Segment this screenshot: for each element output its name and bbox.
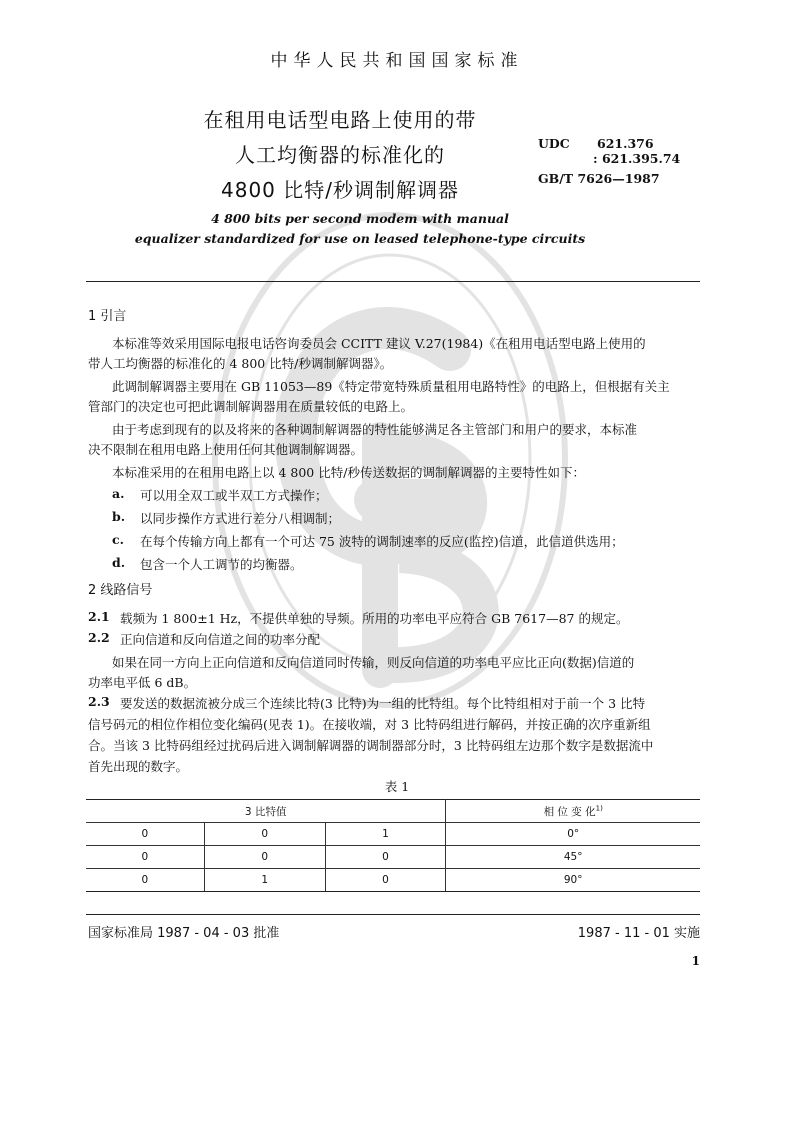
header-3-bit-values: 3 比特值 xyxy=(86,800,446,823)
bit-cell: 0 xyxy=(325,846,446,869)
header-phase-change-label: 相 位 变 化 xyxy=(543,805,596,818)
intro-para-2-line-1: 此调制解调器主要用在 GB 11053—89《特定带宽特殊质量租用电路特性》的电路上，但根据有关主 xyxy=(112,379,670,394)
page-number: 1 xyxy=(691,954,700,968)
list-marker-d: d. xyxy=(112,555,126,570)
bit-cell: 0 xyxy=(86,846,204,869)
clause-2-3-number: 2.3 xyxy=(88,694,110,709)
phase-cell: 45° xyxy=(446,846,700,869)
phase-cell: 90° xyxy=(446,869,700,892)
udc-label: UDC xyxy=(538,136,570,151)
list-marker-b: b. xyxy=(112,509,126,524)
section-1-heading: 1 引言 xyxy=(88,309,127,324)
udc-code-1: 621.376 xyxy=(597,136,654,151)
bit-cell: 0 xyxy=(204,823,325,846)
bit-cell: 0 xyxy=(86,823,204,846)
title-line-3: 4800 比特/秒调制解调器 xyxy=(221,178,459,202)
issuing-authority: 中华人民共和国国家标准 xyxy=(270,51,524,71)
clause-2-3-line-2: 信号码元的相位作相位变化编码(见表 1)。在接收端，对 3 比特码组进行解码，并按正确的次序重新组 xyxy=(88,717,651,732)
clause-2-3-line-4: 首先出现的数字。 xyxy=(88,759,189,774)
phase-change-table xyxy=(86,799,700,892)
intro-para-1-line-2: 带人工均衡器的标准化的 4 800 比特/秒调制解调器》。 xyxy=(88,356,393,371)
list-item-c: 在每个传输方向上都有一个可达 75 波特的调制速率的反应(监控)信道，此信道供选用； xyxy=(140,534,624,549)
list-marker-a: a. xyxy=(112,486,125,501)
header-divider xyxy=(86,281,700,282)
clause-2-2-title: 正向信道和反向信道之间的功率分配 xyxy=(120,632,321,647)
intro-para-3-line-2: 决不限制在租用电路上使用任何其他调制解调器。 xyxy=(88,442,364,457)
list-item-d: 包含一个人工调节的均衡器。 xyxy=(140,557,303,572)
intro-para-3-line-1: 由于考虑到现有的以及将来的各种调制解调器的特性能够满足各主管部门和用户的要求，本标准 xyxy=(112,422,638,437)
list-item-a: 可以用全双工或半双工方式操作； xyxy=(140,488,328,503)
table-row xyxy=(86,823,700,846)
table-header-row xyxy=(86,800,700,823)
table-row xyxy=(86,846,700,869)
phase-cell: 0° xyxy=(446,823,700,846)
clause-2-2-para-line-2: 功率电平低 6 dB。 xyxy=(88,675,197,690)
bit-cell: 0 xyxy=(325,869,446,892)
intro-para-2-line-2: 管部门的决定也可把此调制解调器用在质量较低的电路上。 xyxy=(88,399,414,414)
clause-2-3-line-3: 合。当该 3 比特码组经过扰码后进入调制解调器的调制器部分时，3 比特码组左边那个数字是数据流中 xyxy=(88,738,654,753)
udc-code-2: : 621.395.74 xyxy=(593,151,681,166)
intro-para-4: 本标准采用的在租用电路上以 4 800 比特/秒传送数据的调制解调器的主要特性如下： xyxy=(112,465,585,480)
section-2-heading: 2 线路信号 xyxy=(88,583,153,598)
gb-standard-code: GB/T 7626—1987 xyxy=(538,171,660,186)
table-1-caption: 表 1 xyxy=(384,779,410,794)
bit-cell: 0 xyxy=(86,869,204,892)
clause-2-1-number: 2.1 xyxy=(88,609,110,624)
intro-para-1-line-1: 本标准等效采用国际电报电话咨询委员会 CCITT 建议 V.27(1984)《在租用电话型电路上使用的 xyxy=(112,336,646,351)
header-phase-change xyxy=(446,800,700,823)
list-marker-c: c. xyxy=(112,532,124,547)
title-line-2: 人工均衡器的标准化的 xyxy=(235,143,445,167)
title-line-1: 在租用电话型电路上使用的带 xyxy=(203,108,477,132)
footnote-marker: 1) xyxy=(595,804,603,812)
english-title-line-1: 4 800 bits per second modem with manual xyxy=(211,211,509,226)
clause-2-3-line-1: 要发送的数据流被分成三个连续比特(3 比特)为一组的比特组。每个比特组相对于前一个 3 比特 xyxy=(120,696,646,711)
table-row xyxy=(86,869,700,892)
clause-2-1-text: 载频为 1 800±1 Hz，不提供单独的导频。所用的功率电平应符合 GB 7617—87 的规定。 xyxy=(120,611,629,626)
english-title-line-2: equalizer standardized for use on leased telephone-type circuits xyxy=(134,231,586,246)
bit-cell: 1 xyxy=(325,823,446,846)
approval-date: 国家标准局 1987 - 04 - 03 批准 xyxy=(88,926,280,941)
bit-cell: 0 xyxy=(204,846,325,869)
effective-date: 1987 - 11 - 01 实施 xyxy=(577,926,700,941)
clause-2-2-para-line-1: 如果在同一方向上正向信道和反向信道同时传输，则反向信道的功率电平应比正向(数据)信道的 xyxy=(112,655,635,670)
footer-divider xyxy=(86,914,700,915)
clause-2-2-number: 2.2 xyxy=(88,630,110,645)
list-item-b: 以同步操作方式进行差分八相调制； xyxy=(140,511,341,526)
bit-cell: 1 xyxy=(204,869,325,892)
